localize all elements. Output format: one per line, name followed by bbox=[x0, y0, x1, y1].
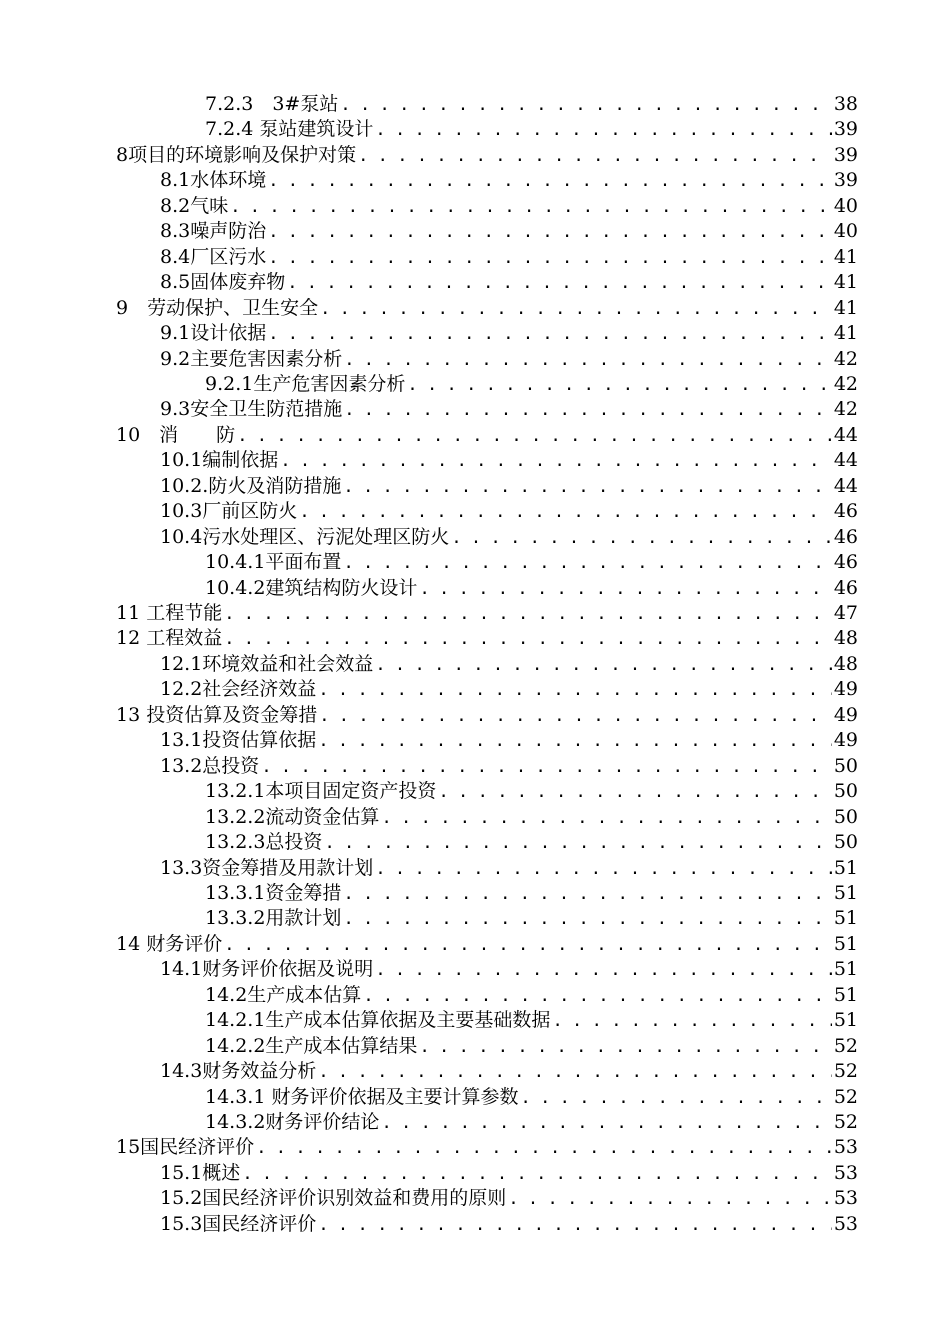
toc-entry[interactable] bbox=[205, 576, 858, 601]
toc-entry[interactable] bbox=[116, 601, 858, 626]
toc-entry-page-number: 51 bbox=[833, 983, 858, 1006]
dot-leader bbox=[224, 933, 832, 958]
toc-entry[interactable] bbox=[160, 347, 858, 372]
toc-entry-page-number: 49 bbox=[833, 703, 858, 726]
toc-entry-page-number: 41 bbox=[833, 271, 858, 294]
toc-entry[interactable] bbox=[160, 499, 858, 524]
toc-entry-page-number: 38 bbox=[833, 93, 858, 115]
toc-entry-title: 15.1概述 bbox=[160, 1161, 241, 1184]
toc-entry-title: 9.2.1生产危害因素分析 bbox=[205, 372, 406, 395]
dot-leader bbox=[319, 704, 832, 729]
toc-entry[interactable] bbox=[160, 1186, 858, 1211]
toc-entry-title: 10.4.1平面布置 bbox=[205, 551, 342, 574]
toc-entry-page-number: 46 bbox=[833, 551, 858, 574]
toc-entry[interactable] bbox=[205, 1034, 858, 1059]
toc-entry-title: 8.2气味 bbox=[160, 194, 229, 217]
dot-leader bbox=[508, 1187, 832, 1212]
toc-entry-page-number: 46 bbox=[833, 576, 858, 599]
toc-entry[interactable] bbox=[205, 805, 858, 830]
toc-entry-page-number: 42 bbox=[833, 347, 858, 370]
toc-entry[interactable] bbox=[160, 1059, 858, 1084]
toc-entry-title: 12.1环境效益和社会效益 bbox=[160, 652, 374, 675]
toc-entry-title: 13.3资金筹措及用款计划 bbox=[160, 856, 374, 879]
toc-entry-title: 14.2.1生产成本估算依据及主要基础数据 bbox=[205, 1009, 551, 1032]
toc-entry-title: 15.3国民经济评价 bbox=[160, 1212, 317, 1235]
dot-leader bbox=[358, 144, 832, 169]
toc-entry-title: 8.5固体废弃物 bbox=[160, 271, 286, 294]
dot-leader bbox=[237, 424, 832, 449]
dot-leader bbox=[381, 806, 831, 831]
toc-entry[interactable] bbox=[160, 1161, 858, 1186]
dot-leader bbox=[318, 1060, 832, 1085]
toc-entry-title: 7.2.4 泵站建筑设计 bbox=[205, 118, 374, 141]
toc-entry-page-number: 48 bbox=[833, 652, 858, 675]
toc-entry-page-number: 47 bbox=[833, 602, 858, 624]
toc-entry[interactable] bbox=[205, 906, 858, 931]
toc-entry[interactable] bbox=[205, 1110, 858, 1135]
toc-entry-page-number: 50 bbox=[833, 831, 858, 854]
toc-entry-title: 10.4污水处理区、污泥处理区防火 bbox=[160, 525, 450, 548]
toc-entry-page-number: 46 bbox=[833, 500, 858, 523]
toc-entry-title: 13.3.1资金筹措 bbox=[205, 881, 342, 904]
toc-entry-title: 13.3.2用款计划 bbox=[205, 907, 342, 930]
toc-entry-title: 8.1水体环境 bbox=[160, 169, 267, 192]
dot-leader bbox=[318, 1213, 832, 1238]
toc-entry-page-number: 53 bbox=[833, 1212, 858, 1235]
toc-entry[interactable] bbox=[160, 245, 858, 270]
toc-entry[interactable] bbox=[160, 270, 858, 295]
toc-entry[interactable] bbox=[205, 550, 858, 575]
dot-leader bbox=[287, 271, 832, 296]
dot-leader bbox=[340, 93, 831, 118]
toc-entry[interactable] bbox=[116, 296, 858, 321]
toc-entry-page-number: 39 bbox=[833, 118, 858, 141]
dot-leader bbox=[268, 169, 832, 194]
dot-leader bbox=[375, 118, 831, 143]
dot-leader bbox=[256, 1136, 832, 1161]
toc-entry-title: 8.4厂区污水 bbox=[160, 245, 267, 268]
toc-entry-page-number: 50 bbox=[833, 754, 858, 777]
toc-entry-page-number: 51 bbox=[833, 856, 858, 879]
toc-entry[interactable] bbox=[160, 448, 858, 473]
toc-entry-page-number: 51 bbox=[833, 958, 858, 981]
toc-entry-title: 10.2.防火及消防措施 bbox=[160, 474, 342, 497]
toc-entry-title: 9 劳动保护、卫生安全 bbox=[116, 296, 319, 319]
toc-entry-title: 12.2社会经济效益 bbox=[160, 678, 317, 701]
toc-entry-page-number: 39 bbox=[833, 143, 858, 166]
dot-leader bbox=[381, 1111, 831, 1136]
dot-leader bbox=[343, 475, 831, 500]
toc-entry-title: 13.2.2流动资金估算 bbox=[205, 805, 380, 828]
toc-entry-title: 13.2.3总投资 bbox=[205, 831, 323, 854]
toc-entry-title: 10 消 防 bbox=[116, 423, 236, 446]
toc-entry-page-number: 44 bbox=[833, 423, 858, 446]
toc-entry-page-number: 42 bbox=[833, 398, 858, 421]
toc-entry-page-number: 42 bbox=[833, 372, 858, 395]
toc-entry-title: 13.2总投资 bbox=[160, 754, 260, 777]
dot-leader bbox=[261, 755, 832, 780]
dot-leader bbox=[363, 984, 832, 1009]
dot-leader bbox=[344, 348, 832, 373]
toc-entry-title: 14.3财务效益分析 bbox=[160, 1060, 317, 1083]
toc-entry[interactable] bbox=[160, 652, 858, 677]
toc-entry[interactable] bbox=[116, 626, 858, 651]
toc-entry-page-number: 50 bbox=[833, 805, 858, 828]
toc-entry[interactable] bbox=[160, 856, 858, 881]
toc-entry[interactable] bbox=[160, 168, 858, 193]
dot-leader bbox=[320, 297, 832, 322]
dot-leader bbox=[268, 322, 832, 347]
dot-leader bbox=[451, 526, 832, 551]
toc-entry-page-number: 51 bbox=[833, 907, 858, 930]
toc-entry-title: 10.4.2建筑结构防火设计 bbox=[205, 576, 418, 599]
toc-entry-title: 12 工程效益 bbox=[116, 627, 223, 650]
dot-leader bbox=[230, 195, 832, 220]
dot-leader bbox=[224, 627, 832, 652]
toc-entry[interactable] bbox=[205, 881, 858, 906]
toc-entry[interactable] bbox=[116, 932, 858, 957]
toc-entry-title: 14.3.1 财务评价依据及主要计算参数 bbox=[205, 1085, 519, 1108]
toc-entry-page-number: 53 bbox=[833, 1161, 858, 1184]
toc-entry-page-number: 52 bbox=[833, 1060, 858, 1083]
toc-entry-page-number: 41 bbox=[833, 322, 858, 345]
toc-entry-page-number: 51 bbox=[833, 881, 858, 904]
toc-entry-page-number: 52 bbox=[833, 1034, 858, 1057]
toc-entry-title: 13 投资估算及资金筹措 bbox=[116, 703, 318, 726]
dot-leader bbox=[520, 1086, 831, 1111]
toc-entry-page-number: 44 bbox=[833, 449, 858, 472]
toc-entry-page-number: 41 bbox=[833, 245, 858, 268]
toc-entry-page-number: 49 bbox=[833, 678, 858, 701]
toc-entry-title: 10.3厂前区防火 bbox=[160, 500, 298, 523]
toc-entry-page-number: 39 bbox=[833, 169, 858, 192]
toc-entry-title: 10.1编制依据 bbox=[160, 449, 279, 472]
toc-entry[interactable] bbox=[205, 372, 858, 397]
toc-entry-page-number: 41 bbox=[833, 296, 858, 319]
toc-entry[interactable] bbox=[205, 92, 858, 117]
toc-entry-title: 13.1投资估算依据 bbox=[160, 729, 317, 752]
toc-entry-page-number: 46 bbox=[833, 525, 858, 548]
dot-leader bbox=[324, 831, 831, 856]
dot-leader bbox=[552, 1009, 831, 1034]
toc-entry[interactable] bbox=[205, 117, 858, 142]
toc-entry[interactable] bbox=[205, 983, 858, 1008]
dot-leader bbox=[299, 500, 832, 525]
dot-leader bbox=[419, 577, 831, 602]
toc-entry-title: 14.3.2财务评价结论 bbox=[205, 1111, 380, 1133]
toc-entry-title: 8.3噪声防治 bbox=[160, 220, 267, 243]
dot-leader bbox=[375, 653, 832, 678]
dot-leader bbox=[268, 246, 832, 271]
toc-entry[interactable] bbox=[116, 703, 858, 728]
dot-leader bbox=[242, 1162, 832, 1187]
dot-leader bbox=[344, 398, 832, 423]
toc-entry-title: 8项目的环境影响及保护对策 bbox=[116, 143, 357, 166]
dot-leader bbox=[268, 220, 832, 245]
dot-leader bbox=[318, 729, 832, 754]
toc-entry[interactable] bbox=[116, 1135, 858, 1160]
toc-entry[interactable] bbox=[205, 1008, 858, 1033]
toc-entry-page-number: 50 bbox=[833, 780, 858, 803]
toc-entry-title: 14.2生产成本估算 bbox=[205, 983, 362, 1006]
toc-entry[interactable] bbox=[160, 194, 858, 219]
toc-entry-page-number: 48 bbox=[833, 627, 858, 650]
toc-entry-title: 13.2.1本项目固定资产投资 bbox=[205, 780, 437, 803]
toc-entry[interactable] bbox=[160, 754, 858, 779]
toc-entry[interactable] bbox=[160, 397, 858, 422]
toc-entry-title: 15.2国民经济评价识别效益和费用的原则 bbox=[160, 1187, 507, 1210]
toc-entry-page-number: 53 bbox=[833, 1187, 858, 1210]
dot-leader bbox=[419, 1035, 831, 1060]
dot-leader bbox=[343, 907, 831, 932]
toc-entry-page-number: 53 bbox=[833, 1136, 858, 1159]
toc-entry[interactable] bbox=[205, 779, 858, 804]
toc-entry-page-number: 40 bbox=[833, 220, 858, 243]
toc-entry-title: 9.3安全卫生防范措施 bbox=[160, 398, 343, 421]
toc-entry[interactable] bbox=[205, 1085, 858, 1110]
toc-entry-title: 9.2主要危害因素分析 bbox=[160, 347, 343, 370]
toc-entry-title: 14.1财务评价依据及说明 bbox=[160, 958, 374, 981]
toc-entry[interactable] bbox=[160, 677, 858, 702]
toc-entry-page-number: 49 bbox=[833, 729, 858, 752]
toc-entry-title: 7.2.3 3#泵站 bbox=[205, 93, 339, 115]
toc-entry-title: 11 工程节能 bbox=[116, 602, 223, 624]
toc-entry-page-number: 44 bbox=[833, 474, 858, 497]
dot-leader bbox=[343, 882, 831, 907]
toc-entry[interactable] bbox=[160, 1212, 858, 1237]
dot-leader bbox=[438, 780, 831, 805]
toc-entry[interactable] bbox=[160, 525, 858, 550]
toc-entry[interactable] bbox=[160, 321, 858, 346]
toc-entry-page-number: 52 bbox=[833, 1085, 858, 1108]
toc-entry-title: 9.1设计依据 bbox=[160, 322, 267, 345]
dot-leader bbox=[280, 449, 832, 474]
dot-leader bbox=[318, 678, 832, 703]
dot-leader bbox=[343, 551, 831, 576]
dot-leader bbox=[407, 373, 831, 398]
toc-entry-page-number: 51 bbox=[833, 1009, 858, 1032]
toc-entry[interactable] bbox=[160, 957, 858, 982]
toc-entry-title: 14.2.2生产成本估算结果 bbox=[205, 1034, 418, 1057]
toc-entry-title: 14 财务评价 bbox=[116, 932, 223, 955]
toc-entry-page-number: 51 bbox=[833, 932, 858, 955]
dot-leader bbox=[375, 958, 832, 983]
toc-entry-page-number: 52 bbox=[833, 1111, 858, 1133]
toc-entry[interactable] bbox=[116, 423, 858, 448]
toc-entry[interactable] bbox=[116, 143, 858, 168]
toc-entry[interactable] bbox=[160, 728, 858, 753]
toc-entry-page-number: 40 bbox=[833, 194, 858, 217]
toc-entry[interactable] bbox=[160, 474, 858, 499]
toc-entry[interactable] bbox=[205, 830, 858, 855]
dot-leader bbox=[224, 602, 832, 627]
dot-leader bbox=[375, 857, 832, 882]
toc-entry[interactable] bbox=[160, 219, 858, 244]
toc-entry-title: 15国民经济评价 bbox=[116, 1136, 255, 1159]
